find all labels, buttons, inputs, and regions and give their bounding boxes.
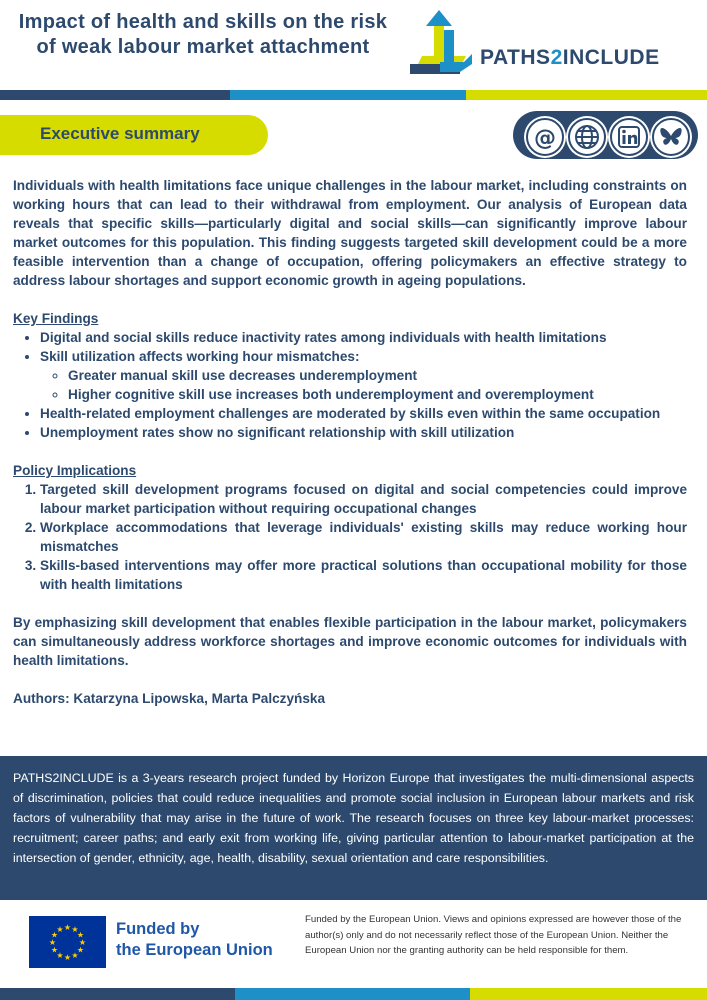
authors-line: Authors: Katarzyna Lipowska, Marta Palczyńska (13, 691, 325, 706)
brand-part-2: 2 (550, 46, 563, 69)
executive-summary-label: Executive summary (40, 124, 200, 143)
linkedin-icon[interactable] (610, 118, 648, 156)
sub-list-item: ◦ Higher cognitive skill use increases both underemployment and overemployment (68, 385, 687, 404)
top-stripe-yellow (466, 90, 707, 100)
intro-paragraph: Individuals with health limitations face unique challenges in the labour market, including constraints on working hours that can lead to their withdrawal from employment. Our analysis of European data reveals that specific skills—particularly digital and social skills—can significantly improve labour market outcomes for this population. This finding suggests targeted skill development could be a more feasible intervention than a change of occupation, offering policymakers an effective strategy to address labour shortages and support economic growth in ageing populations. (13, 178, 687, 288)
bottom-stripe-blue (235, 988, 470, 1000)
funded-by-eu-text (116, 919, 273, 961)
bottom-stripe-navy (0, 988, 235, 1000)
top-stripe-blue (230, 90, 466, 100)
list-item: • Unemployment rates show no significant relationship with skill utilization (40, 423, 687, 442)
eu-star-icon: ★ (63, 953, 72, 962)
eu-star-icon: ★ (71, 925, 79, 935)
globe-icon[interactable] (568, 118, 606, 156)
bluesky-icon[interactable] (652, 118, 690, 156)
main-content (13, 176, 687, 708)
paths2include-logo (408, 6, 678, 82)
eu-star-icon: ★ (71, 950, 79, 960)
svg-text:@: @ (534, 126, 556, 151)
page-title: Impact of health and skills on the risk of weak labour market attachment (18, 11, 388, 58)
eu-star-icon: ★ (48, 938, 57, 947)
brand-part-paths: PATHS (480, 46, 551, 69)
sub-list (40, 366, 687, 404)
key-findings-heading: Key Findings (13, 311, 99, 326)
eu-star-icon: ★ (78, 938, 87, 947)
eu-star-icon: ★ (56, 950, 64, 960)
list-item: • Digital and social skills reduce inactivity rates among individuals with health limitations (40, 328, 687, 347)
list-item: 2. Workplace accommodations that leverage individuals' existing skills may reduce working hour mismatches (40, 518, 687, 556)
list-item: • Health-related employment challenges are moderated by skills even within the same occupation (40, 404, 687, 423)
bottom-stripe-yellow (470, 988, 707, 1000)
email-icon[interactable] (526, 118, 564, 156)
eu-star-icon: ★ (56, 925, 64, 935)
project-description: PATHS2INCLUDE is a 3-years research project funded by Horizon Europe that investigates the multi-dimensional aspects of discrimination, policies that could reduce inequalities and promote social inclusion in European labour markets and risk factors of vulnerability that may arise in the future of work. The research focuses on three key labour-market processes: recruitment; career paths; and early exit from working life, giving particular attention to labour-market participation at the intersection of gender, ethnicity, age, health, disability, sexual orientation and care responsibilities. (13, 771, 694, 865)
eu-flag-icon (29, 916, 106, 968)
project-description-box (0, 756, 707, 900)
brand-wordmark (480, 46, 660, 70)
key-findings-list (13, 328, 687, 442)
eu-star-icon: ★ (76, 930, 85, 940)
list-item: 1. Targeted skill development programs focused on digital and social competencies could improve labour market participation without requiring occupational changes (40, 480, 687, 518)
policy-list (13, 480, 687, 594)
social-links (513, 111, 698, 159)
list-item: 3. Skills-based interventions may offer more practical solutions than occupational mobility for those with health limitations (40, 556, 687, 594)
conclusion-paragraph: By emphasizing skill development that enables flexible participation in the labour market, policymakers can simultaneously address workforce shortages and improve economic outcomes for individuals with health limitations. (13, 615, 687, 668)
policy-implications-heading: Policy Implications (13, 463, 137, 478)
top-stripe-navy (0, 90, 230, 100)
list-item (40, 347, 687, 404)
eu-star-icon: ★ (50, 945, 59, 955)
eu-star-icon: ★ (50, 930, 59, 940)
list-item-text: Skill utilization affects working hour mismatches: (40, 349, 360, 364)
executive-summary-bar (0, 115, 268, 155)
brand-part-include: INCLUDE (562, 46, 660, 69)
funded-line-2: the European Union (116, 941, 273, 959)
funded-line-1: Funded by (116, 920, 200, 938)
eu-star-icon: ★ (63, 923, 72, 932)
disclaimer-text: Funded by the European Union. Views and opinions expressed are however those of the author(s) only and do not necessarily reflect those of the European Union. Neither the European Union nor the granting authority can be held responsible for them. (305, 914, 682, 956)
eu-star-icon: ★ (76, 945, 85, 955)
logo-arrows-icon (408, 6, 488, 82)
sub-list-item: ◦ Greater manual skill use decreases underemployment (68, 366, 687, 385)
